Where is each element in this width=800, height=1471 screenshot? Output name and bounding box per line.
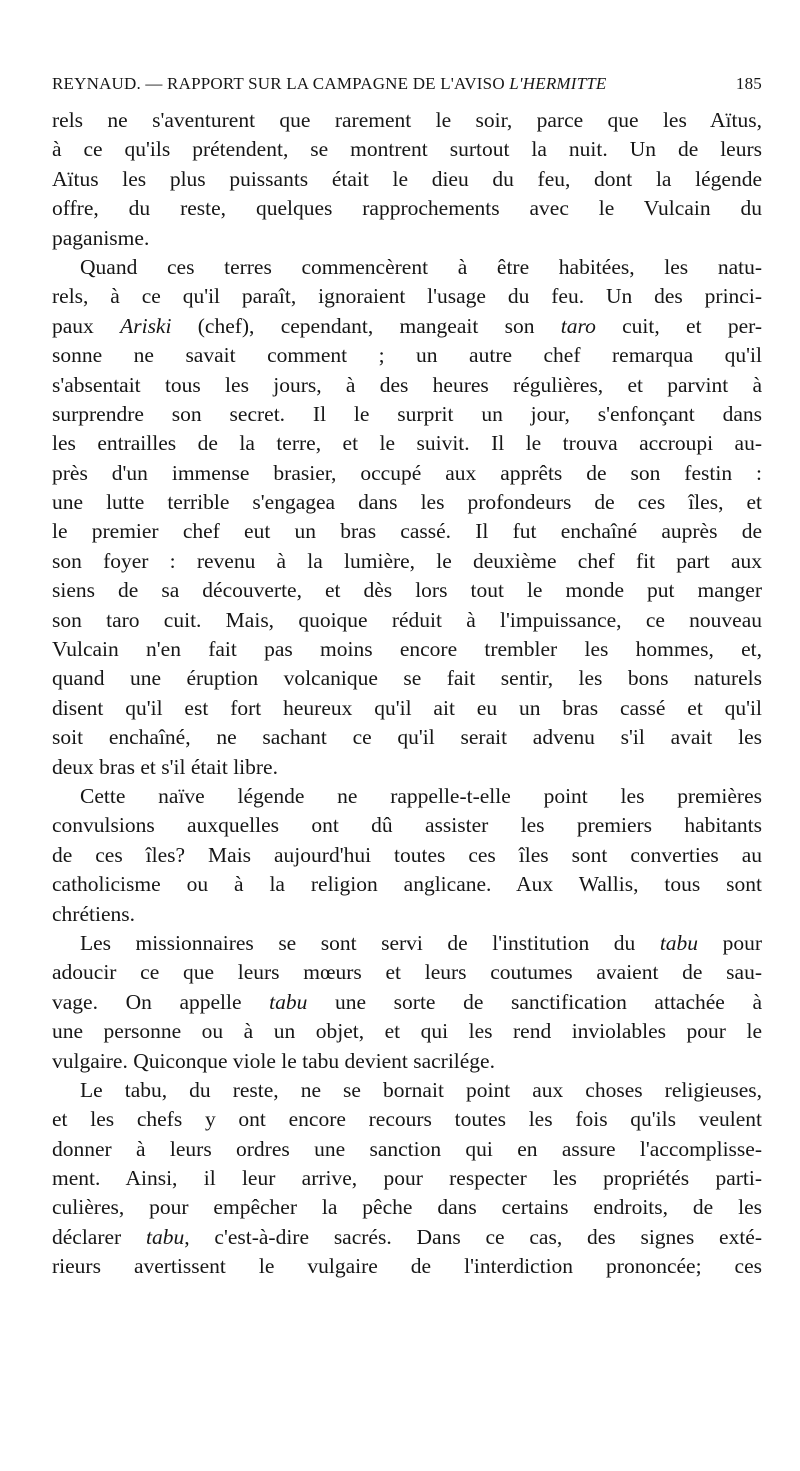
text-segment: Le tabu, du reste, ne se bornait point aux choses religieuses, xyxy=(80,1077,762,1102)
text-segment: siens de sa découverte, et dès lors tout le monde put manger xyxy=(52,578,762,603)
text-line xyxy=(52,517,762,546)
text-segment: et les chefs y ont encore recours toutes les fois qu'ils veulent xyxy=(52,1107,762,1132)
text-line xyxy=(52,753,762,782)
text-line xyxy=(52,194,762,223)
text-segment: rieurs avertissent le vulgaire de l'interdiction prononcée; ces xyxy=(52,1254,762,1279)
text-segment: s'absentait tous les jours, à des heures régulières, et parvint à xyxy=(52,372,762,397)
text-line xyxy=(52,1193,762,1222)
text-segment: vage. On appelle xyxy=(52,989,270,1014)
text-segment: Cette naïve légende ne rappelle-t-elle point les premières xyxy=(80,783,762,808)
text-segment: son taro cuit. Mais, quoique réduit à l'impuissance, ce nouveau xyxy=(52,607,762,632)
text-line xyxy=(52,341,762,370)
text-line xyxy=(52,664,762,693)
text-line xyxy=(52,1135,762,1164)
text-segment: chrétiens. xyxy=(52,901,135,926)
text-line xyxy=(52,312,762,341)
text-segment: surprendre son secret. Il le surprit un jour, s'enfonçant dans xyxy=(52,401,762,426)
text-line xyxy=(52,488,762,517)
text-line xyxy=(52,429,762,458)
text-line xyxy=(52,1223,762,1252)
text-segment: ment. Ainsi, il leur arrive, pour respecter les propriétés parti- xyxy=(52,1166,762,1191)
text-segment: Aïtus les plus puissants était le dieu du feu, dont la légende xyxy=(52,166,762,191)
text-line xyxy=(52,1164,762,1193)
text-line xyxy=(52,1017,762,1046)
text-line xyxy=(52,282,762,311)
text-segment: vulgaire. Quiconque viole le tabu devient sacrilége. xyxy=(52,1048,495,1073)
italic-term: Ariski xyxy=(120,313,172,338)
text-line xyxy=(52,547,762,576)
text-line xyxy=(52,958,762,987)
text-segment: Les missionnaires se sont servi de l'institution du xyxy=(80,930,660,955)
text-line xyxy=(52,606,762,635)
text-segment: Quand ces terres commencèrent à être habitées, les natu- xyxy=(80,254,762,279)
text-line xyxy=(52,1076,762,1105)
text-line xyxy=(52,929,762,958)
italic-term: tabu xyxy=(146,1224,185,1249)
text-line xyxy=(52,900,762,929)
text-segment: deux bras et s'il était libre. xyxy=(52,754,278,779)
text-segment: cuit, et per- xyxy=(595,313,763,338)
text-line xyxy=(52,165,762,194)
text-line xyxy=(52,224,762,253)
text-line xyxy=(52,635,762,664)
text-line xyxy=(52,135,762,164)
text-line xyxy=(52,870,762,899)
text-line xyxy=(52,459,762,488)
text-line xyxy=(52,841,762,870)
text-segment: rels, à ce qu'il paraît, ignoraient l'usage du feu. Un des princi- xyxy=(52,284,762,309)
text-segment: paux xyxy=(52,313,121,338)
text-line xyxy=(52,723,762,752)
text-line xyxy=(52,106,762,135)
text-line xyxy=(52,576,762,605)
text-segment: de ces îles? Mais aujourd'hui toutes ces îles sont converties au xyxy=(52,842,762,867)
text-segment: quand une éruption volcanique se fait sentir, les bons naturels xyxy=(52,666,762,691)
running-head-title xyxy=(52,74,607,94)
text-segment: culières, pour empêcher la pêche dans certains endroits, de les xyxy=(52,1195,762,1220)
text-segment: déclarer xyxy=(52,1224,147,1249)
text-segment: son foyer : revenu à la lumière, le deuxième chef fit part aux xyxy=(52,548,762,573)
running-head-title-prefix: REYNAUD. — RAPPORT SUR LA CAMPAGNE DE L'AVISO xyxy=(52,74,510,93)
text-segment: rels ne s'aventurent que rarement le soir, parce que les Aïtus, xyxy=(52,108,762,132)
text-segment: convulsions auxquelles ont dû assister les premiers habitants xyxy=(52,813,762,838)
text-segment: une personne ou à un objet, et qui les rend inviolables pour le xyxy=(52,1019,762,1044)
text-segment: pour xyxy=(698,930,762,955)
text-segment: à ce qu'ils prétendent, se montrent surtout la nuit. Un de leurs xyxy=(52,137,762,162)
text-segment: (chef), cependant, mangeait son xyxy=(171,313,561,338)
text-line xyxy=(52,1047,762,1076)
body-text xyxy=(52,106,762,1282)
text-line xyxy=(52,782,762,811)
text-segment: disent qu'il est fort heureux qu'il ait eu un bras cassé et qu'il xyxy=(52,695,762,720)
text-line xyxy=(52,811,762,840)
text-line xyxy=(52,1252,762,1281)
text-segment: Vulcain n'en fait pas moins encore trembler les hommes, et, xyxy=(52,637,762,662)
text-segment: une lutte terrible s'engagea dans les profondeurs de ces îles, et xyxy=(52,490,762,515)
text-line xyxy=(52,400,762,429)
text-line xyxy=(52,694,762,723)
text-segment: donner à leurs ordres une sanction qui en assure l'accomplisse- xyxy=(52,1136,762,1161)
text-line xyxy=(52,1105,762,1134)
page-number: 185 xyxy=(735,74,762,93)
text-segment: le premier chef eut un bras cassé. Il fut enchaîné auprès de xyxy=(52,519,762,544)
text-segment: offre, du reste, quelques rapprochements avec le Vulcain du xyxy=(52,196,762,221)
text-segment: , c'est-à-dire sacrés. Dans ce cas, des signes exté- xyxy=(184,1224,762,1249)
text-segment: une sorte de sanctification attachée à xyxy=(307,989,762,1014)
italic-term: tabu xyxy=(269,989,308,1014)
text-segment: paganisme. xyxy=(52,225,150,250)
text-segment: soit enchaîné, ne sachant ce qu'il serait advenu s'il avait les xyxy=(52,725,762,750)
text-segment: catholicisme ou à la religion anglicane. Aux Wallis, tous sont xyxy=(52,872,762,897)
text-segment: sonne ne savait comment ; un autre chef remarqua qu'il xyxy=(52,343,762,368)
italic-term: taro xyxy=(560,313,596,338)
running-head-ship-name: L'HERMITTE xyxy=(509,74,607,93)
text-line xyxy=(52,371,762,400)
running-head xyxy=(52,74,762,96)
text-line xyxy=(52,988,762,1017)
text-segment: adoucir ce que leurs mœurs et leurs coutumes avaient de sau- xyxy=(52,960,762,985)
italic-term: tabu xyxy=(659,930,699,955)
text-segment: les entrailles de la terre, et le suivit. Il le trouva accroupi au- xyxy=(52,431,762,456)
text-line xyxy=(52,253,762,282)
text-segment: près d'un immense brasier, occupé aux apprêts de son festin : xyxy=(52,460,762,485)
